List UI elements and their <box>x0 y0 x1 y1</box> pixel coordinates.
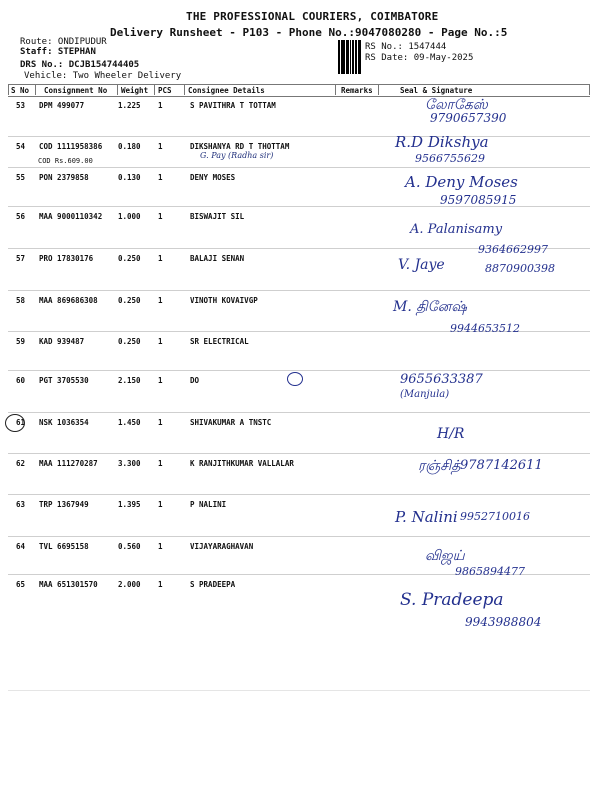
signature-phone: 9787142611 <box>460 458 543 473</box>
row-separator <box>8 136 590 137</box>
row-sno: 62 <box>16 459 26 468</box>
row-sno: 65 <box>16 580 26 589</box>
row-consignee: DIKSHANYA RD T THOTTAM <box>190 142 290 151</box>
row-consignment-no: MAA 9000110342 <box>39 212 103 221</box>
signature-phone: 9952710016 <box>460 510 530 523</box>
row-sno: 54 <box>16 142 26 151</box>
route-label: Route: ONDIPUDUR <box>20 37 107 47</box>
signature-name: R.D Dikshya <box>395 133 489 151</box>
signature-phone: 9790657390 <box>430 111 507 125</box>
col-header-consignee: Consignee Details <box>188 86 265 95</box>
row-consignment-no: DPM 499077 <box>39 101 85 110</box>
signature-phone: 8870900398 <box>485 262 555 275</box>
row-pcs: 1 <box>158 580 163 589</box>
row-consignee: K RANJITHKUMAR VALLALAR <box>190 459 294 468</box>
row-weight: 3.300 <box>118 459 141 468</box>
signature-phone: 9655633387 <box>400 372 483 387</box>
row-consignment-no: TVL 6695158 <box>39 542 89 551</box>
barcode-image <box>338 40 362 74</box>
row-consignee: S PRADEEPA <box>190 580 236 589</box>
col-divider <box>154 85 155 95</box>
row-weight: 0.560 <box>118 542 141 551</box>
row-sno: 64 <box>16 542 26 551</box>
row-consignment-no: NSK 1036354 <box>39 418 89 427</box>
table-top-rule <box>8 84 590 85</box>
row-cod-amount: COD Rs.609.00 <box>38 157 93 165</box>
row-60-scribble-mark <box>287 372 303 386</box>
signature-name: H/R <box>437 426 465 442</box>
row-consignment-no: MAA 651301570 <box>39 580 98 589</box>
row-pcs: 1 <box>158 173 163 182</box>
row-weight: 1.225 <box>118 101 141 110</box>
company-title: THE PROFESSIONAL COURIERS, COIMBATORE <box>186 10 439 23</box>
row-consignee: BALAJI SENAN <box>190 254 245 263</box>
col-divider <box>335 85 336 95</box>
row-consignee: BISWAJIT SIL <box>190 212 245 221</box>
col-divider <box>35 85 36 95</box>
row-consignee: DO <box>190 376 200 385</box>
row-consignment-no: MAA 869686308 <box>39 296 98 305</box>
row-consignment-no: COD 1111958386 <box>39 142 103 151</box>
row-weight: 0.180 <box>118 142 141 151</box>
row-pcs: 1 <box>158 459 163 468</box>
row-consignment-no: PGT 3705530 <box>39 376 89 385</box>
row-consignment-no: MAA 111270287 <box>39 459 98 468</box>
rs-number: RS No.: 1547444 <box>365 42 447 52</box>
table-header-rule <box>8 96 590 97</box>
row-pcs: 1 <box>158 212 163 221</box>
row-sno: 57 <box>16 254 26 263</box>
rs-date: RS Date: 09-May-2025 <box>365 53 474 63</box>
row-sno: 58 <box>16 296 26 305</box>
row-consignee: DENY MOSES <box>190 173 236 182</box>
row-weight: 0.250 <box>118 254 141 263</box>
row-pcs: 1 <box>158 142 163 151</box>
row-separator <box>8 167 590 168</box>
row-sno: 59 <box>16 337 26 346</box>
vehicle-label: Vehicle: Two Wheeler Delivery <box>24 71 182 81</box>
row-separator <box>8 370 590 371</box>
row-pcs: 1 <box>158 101 163 110</box>
col-header-consignment: Consignment No <box>44 86 108 95</box>
col-header-signature: Seal & Signature <box>400 86 473 95</box>
row-sno: 53 <box>16 101 26 110</box>
row-consignee: SHIVAKUMAR A TNSTC <box>190 418 272 427</box>
row-61-circle-mark <box>5 414 25 432</box>
col-divider <box>8 85 9 95</box>
signature-phone: 9944653512 <box>450 322 520 335</box>
col-header-weight: Weight <box>121 86 149 95</box>
row-consignee: SR ELECTRICAL <box>190 337 249 346</box>
staff-label: Staff: STEPHAN <box>20 47 96 57</box>
row-pcs: 1 <box>158 500 163 509</box>
row-consignee: VIJAYARAGHAVAN <box>190 542 254 551</box>
signature-name: M. தினேஷ் <box>393 299 467 315</box>
row-sno: 61 <box>16 418 26 427</box>
page-bottom-rule <box>8 690 590 691</box>
row-weight: 1.000 <box>118 212 141 221</box>
row-sno: 63 <box>16 500 26 509</box>
row-pcs: 1 <box>158 542 163 551</box>
row-weight: 0.250 <box>118 296 141 305</box>
row-consignment-no: KAD 939487 <box>39 337 85 346</box>
row-separator <box>8 494 590 495</box>
row-sno: 56 <box>16 212 26 221</box>
row-handwritten-note: G. Pay (Radha sir) <box>200 151 274 160</box>
row-weight: 0.130 <box>118 173 141 182</box>
signature-phone: 9865894477 <box>455 565 525 578</box>
signature-name: P. Nalini <box>395 508 458 526</box>
col-header-pcs: PCS <box>158 86 172 95</box>
signature-phone: 9943988804 <box>465 615 542 629</box>
drs-label: DRS No.: DCJB154744405 <box>20 60 140 70</box>
row-separator <box>8 412 590 413</box>
signature-name: A. Deny Moses <box>405 173 518 191</box>
row-weight: 2.150 <box>118 376 141 385</box>
col-divider <box>117 85 118 95</box>
row-consignment-no: PRO 17830176 <box>39 254 94 263</box>
row-weight: 2.000 <box>118 580 141 589</box>
row-pcs: 1 <box>158 254 163 263</box>
row-pcs: 1 <box>158 418 163 427</box>
col-divider <box>184 85 185 95</box>
signature-note: (Manjula) <box>400 389 450 400</box>
signature-name: S. Pradeepa <box>400 590 504 610</box>
signature-phone: 9597085915 <box>440 193 517 207</box>
signature-name: A. Palanisamy <box>410 222 503 237</box>
signature-name: லோகேஸ் <box>425 97 488 113</box>
row-pcs: 1 <box>158 376 163 385</box>
row-separator <box>8 290 590 291</box>
col-divider <box>589 85 590 95</box>
row-consignment-no: TRP 1367949 <box>39 500 89 509</box>
row-consignee: P NALINI <box>190 500 227 509</box>
signature-name: ரஞ்சித் <box>418 458 461 474</box>
row-weight: 0.250 <box>118 337 141 346</box>
row-weight: 1.395 <box>118 500 141 509</box>
row-consignee: S PAVITHRA T TOTTAM <box>190 101 276 110</box>
row-pcs: 1 <box>158 337 163 346</box>
row-consignment-no: PON 2379858 <box>39 173 89 182</box>
signature-phone: 9364662997 <box>478 243 548 256</box>
signature-name: V. Jaye <box>398 257 445 273</box>
col-divider <box>378 85 379 95</box>
row-separator <box>8 453 590 454</box>
signature-phone: 9566755629 <box>415 152 485 165</box>
row-consignee: VINOTH KOVAIVGP <box>190 296 258 305</box>
runsheet-subtitle: Delivery Runsheet - P103 - Phone No.:9047080280 - Page No.:5 <box>110 26 508 39</box>
col-header-sno: S No <box>11 86 30 95</box>
row-separator <box>8 536 590 537</box>
row-sno: 55 <box>16 173 26 182</box>
row-sno: 60 <box>16 376 26 385</box>
signature-name: விஜய் <box>425 548 465 564</box>
row-weight: 1.450 <box>118 418 141 427</box>
row-pcs: 1 <box>158 296 163 305</box>
col-header-remarks: Remarks <box>341 86 373 95</box>
